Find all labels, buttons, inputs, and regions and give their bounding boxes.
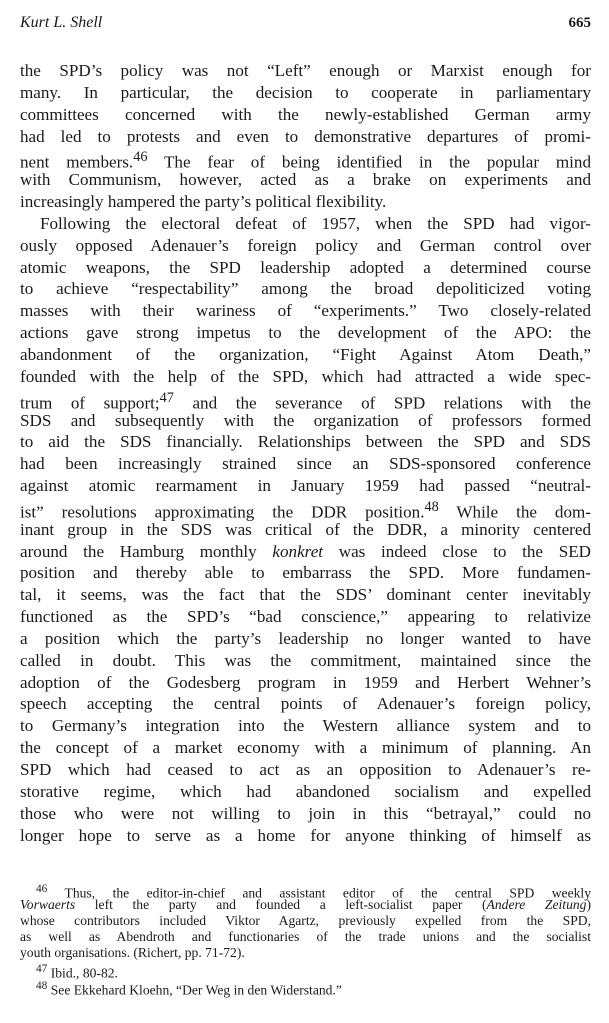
body-line: nent members.$^{46}$ The fear of being identified in the popular mind <box>20 149 591 173</box>
body-line: ously opposed Adenauer’s foreign policy and German control over <box>20 235 591 255</box>
footnote-line: Vorwaerts left the party and founded a left-socialist paper (Andere Zeitung) <box>20 897 591 913</box>
body-line: abandonment of the organization, “Fight Against Atom Death,” <box>20 344 591 364</box>
body-line: ist” resolutions approximating the DDR position.$^{48}$ While the dom- <box>20 498 591 522</box>
footnote-marker: 46 <box>133 149 148 166</box>
body-line: Following the electoral defeat of 1957, when the SPD had vigor- <box>40 213 591 233</box>
page-number: 665 <box>568 15 591 31</box>
footnote-line: $^{46}$ Thus, the editor-in-chief and assistant editor of the central SPD weekly <box>36 883 591 901</box>
body-line: atomic weapons, the SPD leadership adopted a determined course <box>20 257 591 277</box>
body-line: inant group in the SDS was critical of the DDR, a minority centered <box>20 519 591 539</box>
body-line: to achieve “respectability” among the broad depoliticized voting <box>20 279 591 299</box>
body-line: speech accepting the central points of Adenauer’s foreign policy, <box>20 694 591 714</box>
footnote-line: as well as Abendroth and functionaries of the trade unions and the socialist <box>20 929 591 945</box>
body-line: storative regime, which had abandoned socialism and expelled <box>20 781 591 801</box>
body-line: a position which the party’s leadership no longer wanted to have <box>20 628 591 648</box>
body-line: against atomic rearmament in January 1959 had passed “neutral- <box>20 476 591 496</box>
footnote-line: youth organisations. (Richert, pp. 71-72). <box>20 945 245 961</box>
footnote-marker: 47 <box>36 963 48 976</box>
body-line: actions gave strong impetus to the development of the APO: the <box>20 323 591 343</box>
body-line: increasingly hampered the party’s political flexibility. <box>20 192 387 212</box>
body-line: SDS and subsequently with the organization of professors formed <box>20 410 591 430</box>
body-line: the concept of a market economy with a minimum of planning. An <box>20 738 591 758</box>
body-line: masses with their wariness of “experiments.” Two closely-related <box>20 301 591 321</box>
body-line: functioned as the SPD’s “bad conscience,” appearing to relativize <box>20 607 591 627</box>
body-line: trum of support;$^{47}$ and the severance of SPD relations with the <box>20 389 592 413</box>
body-line: to Germany’s integration into the Western alliance system and to <box>20 716 591 736</box>
footnote-line: $^{47}$ Ibid., 80-82. <box>36 963 118 981</box>
body-line: founded with the help of the SPD, which had attracted a wide spec- <box>20 366 591 386</box>
footnote-marker: 47 <box>159 389 174 406</box>
body-line: the SPD’s policy was not “Left” enough or Marxist enough for <box>20 61 591 80</box>
footnote-marker: 48 <box>36 979 48 992</box>
footnotes <box>20 881 591 998</box>
body-line: called in doubt. This was the commitment, maintained since the <box>20 650 591 670</box>
body-line: had led to protests and even to demonstrative departures of promi- <box>20 126 591 146</box>
body-line: committees concerned with the newly-established German army <box>20 104 591 124</box>
body-line: those who were not willing to join in this “betrayal,” could no <box>20 803 591 823</box>
body-line: SPD which had ceased to act as an opposition to Adenauer’s re- <box>20 760 591 779</box>
body-line: position and thereby able to embarrass the SPD. More fundamen- <box>20 563 591 583</box>
body-line: many. In particular, the decision to cooperate in parliamentary <box>20 82 591 102</box>
running-header <box>20 14 591 36</box>
footnote-marker: 48 <box>424 498 439 515</box>
body-line: longer hope to serve as a home for anyone thinking of himself as <box>20 825 591 845</box>
body-line: around the Hamburg monthly konkret was indeed close to the SED <box>20 541 591 561</box>
running-head-author: Kurt L. Shell <box>20 14 103 31</box>
body-line: to aid the SDS financially. Relationships between the SPD and SDS <box>20 432 591 452</box>
body-text <box>20 60 591 846</box>
footnote-line: whose contributors included Viktor Agartz, previously expelled from the SPD, <box>20 913 591 929</box>
body-line: had been increasingly strained since an SDS-sponsored conference <box>20 454 591 474</box>
body-line: with Communism, however, acted as a brake on experiments and <box>20 170 591 190</box>
body-line: adoption of the Godesberg program in 1959 and Herbert Wehner’s <box>20 672 591 692</box>
footnote-line: $^{48}$ See Ekkehard Kloehn, “Der Weg in den Widerstand.” <box>36 979 342 998</box>
footnote-marker: 46 <box>36 883 48 895</box>
body-line: tal, it seems, was the fact that the SDS’ dominant center inevitably <box>20 585 591 605</box>
